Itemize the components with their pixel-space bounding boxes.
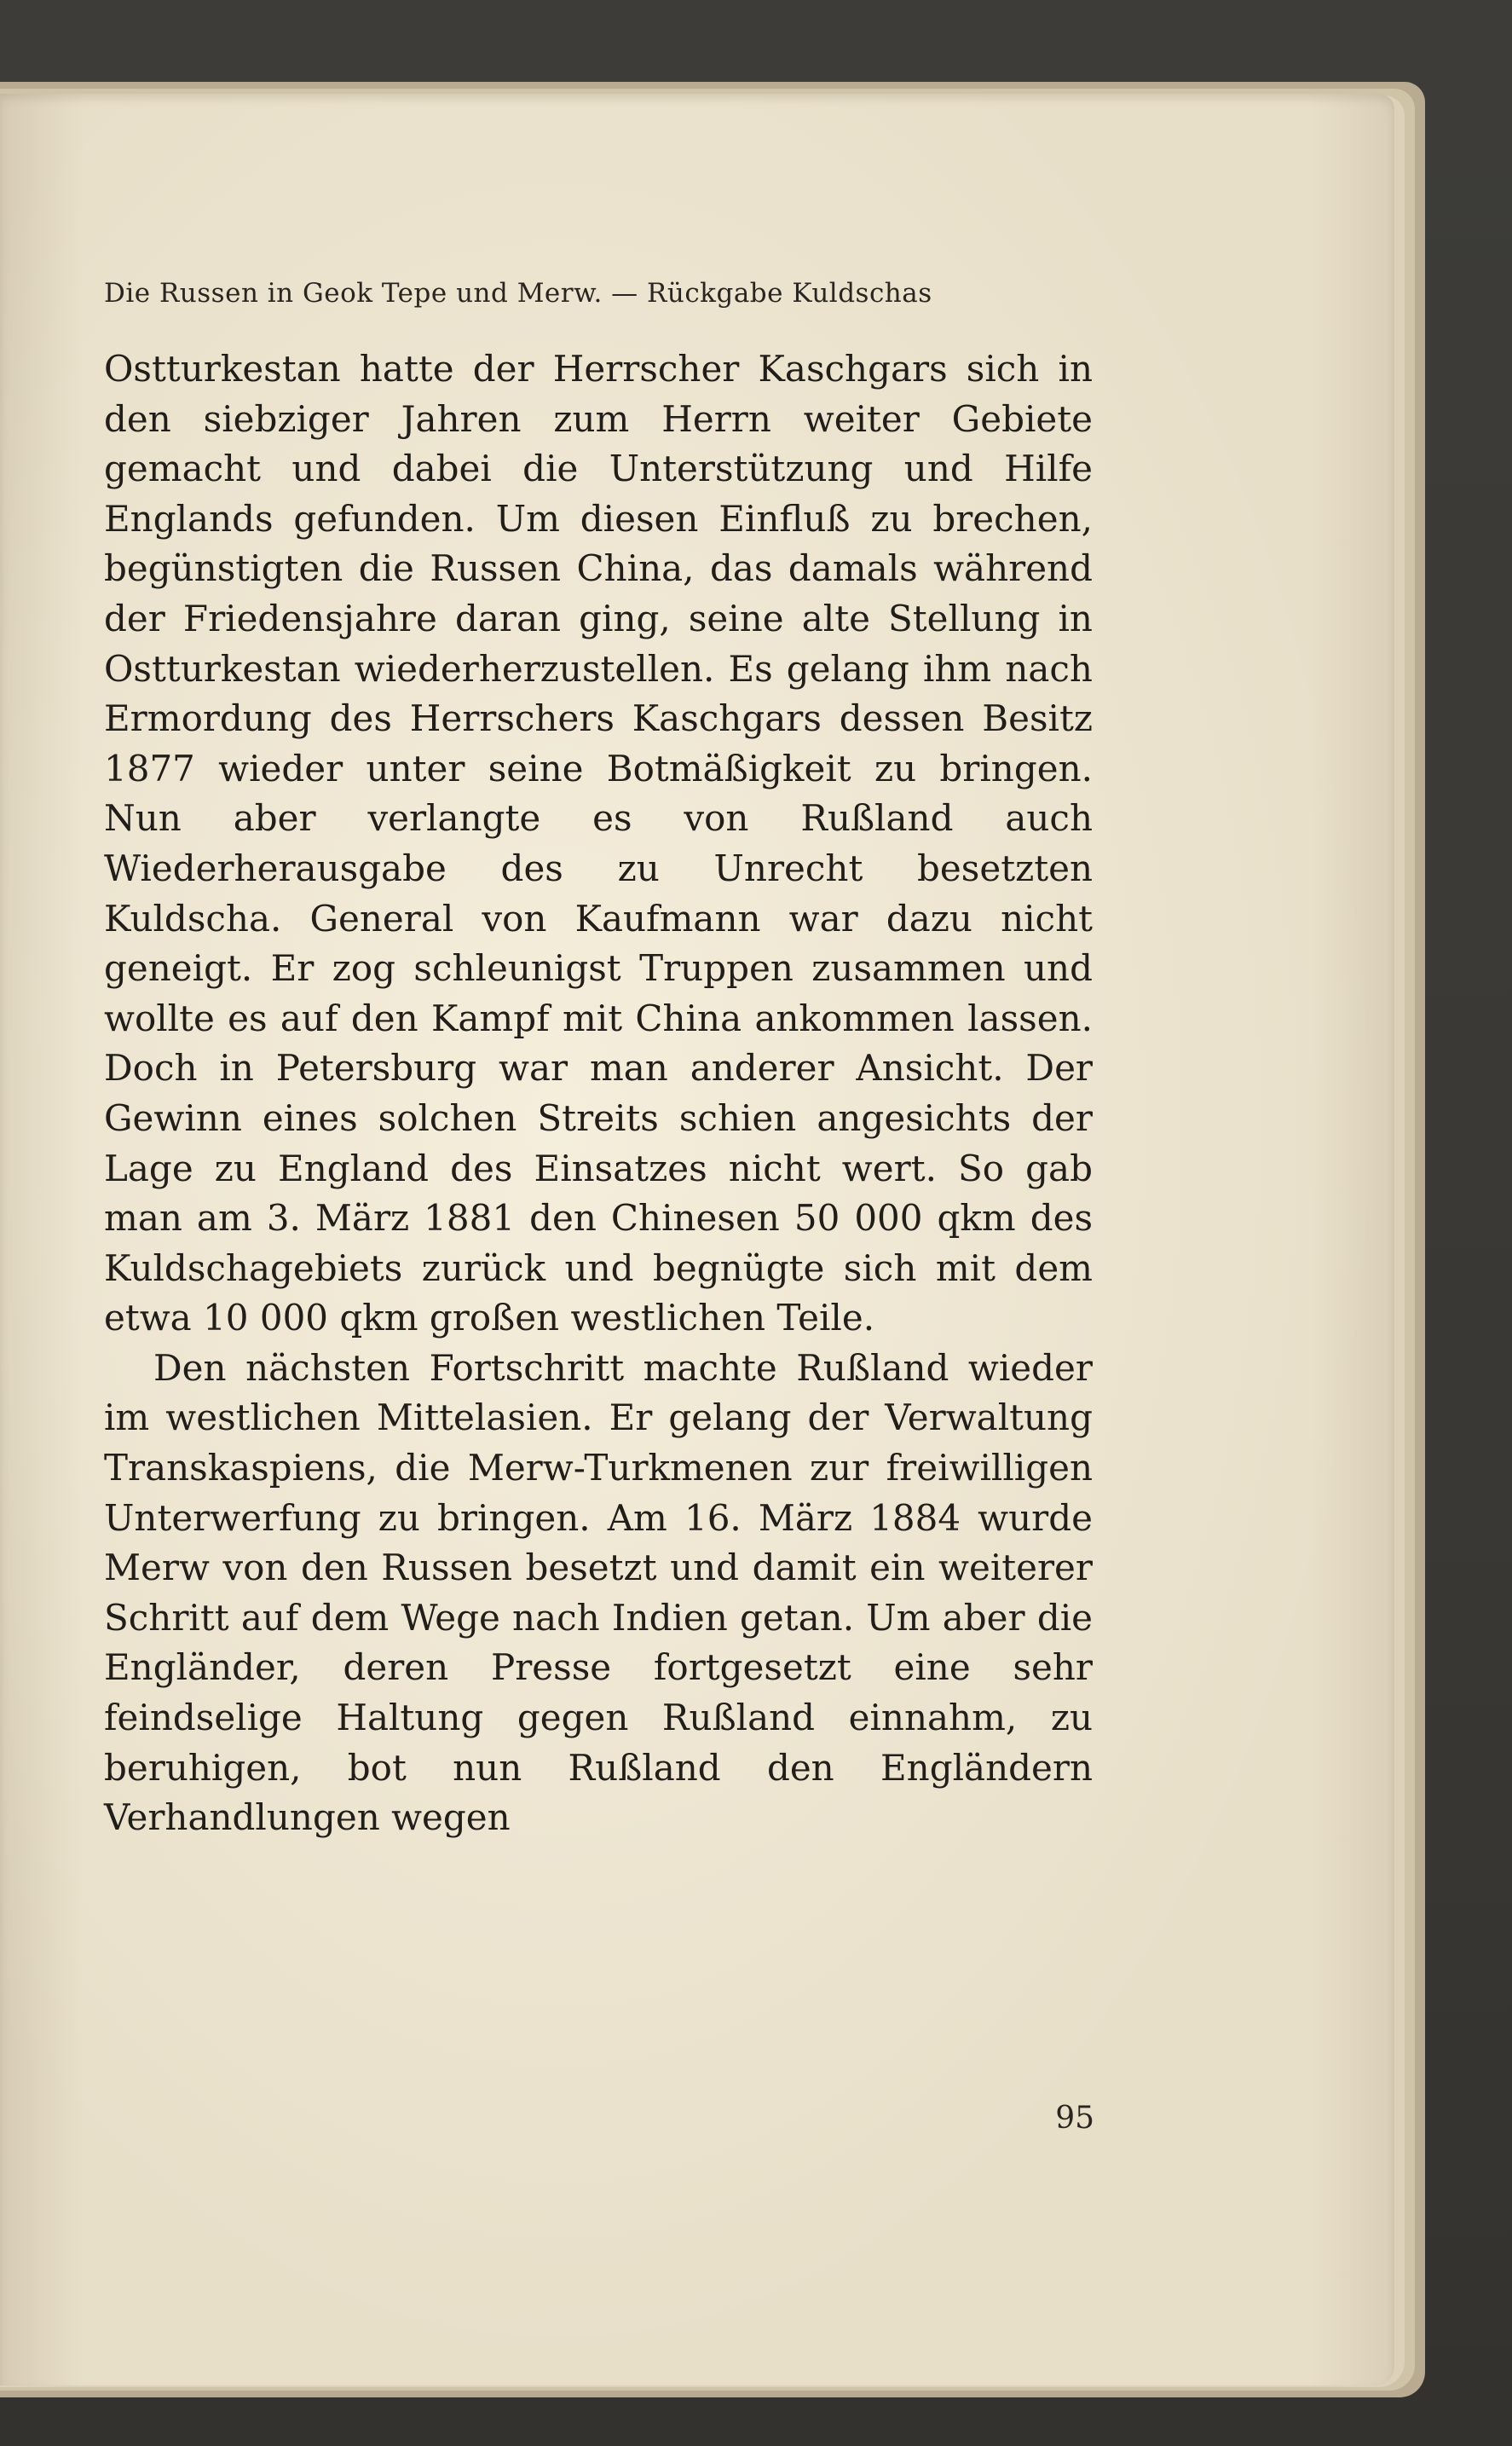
body-text: [104, 344, 1093, 1843]
running-head: Die Russen in Geok Tepe und Merw. — Rückgabe Kuldschas: [104, 278, 932, 309]
paragraph: Ostturkestan hatte der Herrscher Kaschgars sich in den siebziger Jahren zum Herrn weiter Gebiete gemacht und dabei die Unterstützung und Hilfe Englands gefunden. Um diesen Einfluß zu brechen, begünstigten die Russen China, das damals während der Friedensjahre daran ging, seine alte Stellung in Ostturkestan wiederherzustellen. Es gelang ihm nach Ermordung des Herrschers Kaschgars dessen Besitz 1877 wieder unter seine Botmäßigkeit zu bringen. Nun aber verlangte es von Rußland auch Wiederherausgabe des zu Unrecht besetzten Kuldscha. General von Kaufmann war dazu nicht geneigt. Er zog schleunigst Truppen zusammen und wollte es auf den Kampf mit China ankommen lassen. Doch in Petersburg war man anderer Ansicht. Der Gewinn eines solchen Streits schien angesichts der Lage zu England des Einsatzes nicht wert. So gab man am 3. März 1881 den Chinesen 50 000 qkm des Kuldschagebiets zurück und begnügte sich mit dem etwa 10 000 qkm großen westlichen Teile.: [104, 348, 1093, 1339]
paragraph: Den nächsten Fortschritt machte Rußland wieder im westlichen Mittelasien. Er gelang der Verwaltung Transkaspiens, die Merw-Turkmenen zur freiwilligen Unterwerfung zu bringen. Am 16. März 1884 wurde Merw von den Russen besetzt und damit ein weiterer Schritt auf dem Wege nach Indien getan. Um aber die Engländer, deren Presse fortgesetzt eine sehr feindselige Haltung gegen Rußland einnahm, zu beruhigen, bot nun Rußland den Engländern Verhandlungen wegen: [104, 1346, 1093, 1839]
page-number: 95: [1055, 2101, 1094, 2136]
